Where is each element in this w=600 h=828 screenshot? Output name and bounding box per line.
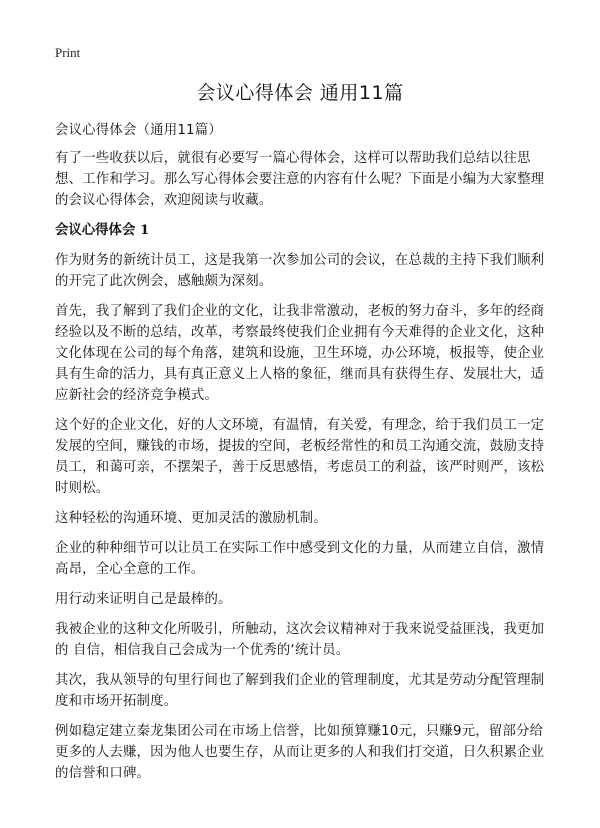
section-heading: 会议心得体会 1: [55, 222, 150, 238]
body-paragraph-3: 这个好的企业文化，好的人文环境，有温情，有关爱，有理念，给于我们员工一定发展的空间，赚钱的市场，提拔的空间，老板经常性的和员工沟通交流，鼓励支持员工，和蔼可亲，不摆架子，善于反思感悟，考虑员工的利益，该严时则严，该松时则松。: [55, 418, 545, 496]
body-paragraph-6: 用行动来证明自己是最棒的。: [55, 592, 232, 607]
intro-paragraph: 有了一些收获以后，就很有必要写一篇心得体会，这样可以帮助我们总结以往思想、工作和学习。那么写心得体会要注意的内容有什么呢？下面是小编为大家整理的会议心得体会，欢迎阅读与收藏。: [55, 151, 545, 208]
document-body: [55, 120, 552, 793]
body-paragraph-5: 企业的种种细节可以让员工在实际工作中感受到文化的力量，从而建立自信，激情高昂，全心全意的工作。: [55, 541, 545, 577]
body-paragraph-1: 作为财务的新统计员工，这是我第一次参加公司的会议，在总裁的主持下我们顺利的开完了此次例会，感触颇为深刻。: [55, 253, 545, 289]
print-link[interactable]: Print: [55, 45, 81, 60]
document-subtitle: 会议心得体会（通用11篇）: [55, 123, 222, 138]
body-paragraph-9: 例如稳定建立秦龙集团公司在市场上信誉，比如预算赚10元，只赚9元，留部分给更多的人去赚，因为他人也要生存，从而让更多的人和我们打交道，日久积累企业的信誉和口碑。: [55, 724, 545, 781]
body-paragraph-4: 这种轻松的沟通环境、更加灵活的激励机制。: [55, 511, 327, 526]
body-paragraph-7: 我被企业的这种文化所吸引，所触动，这次会议精神对于我来说受益匪浅，我更加的 自信，相信我自己会成为一个优秀的‘统计员。: [55, 622, 545, 658]
document-title: 会议心得体会 通用11篇: [196, 82, 404, 104]
body-paragraph-8: 其次，我从领导的句里行间也了解到我们企业的管理制度，尤其是劳动分配管理制度和市场开拓制度。: [55, 673, 545, 709]
body-paragraph-2: 首先，我了解到了我们企业的文化，让我非常激动，老板的努力奋斗，多年的经商经验以及不断的总结，改革，考察最终使我们企业拥有今天难得的企业文化，这种文化体现在公司的每个角落，建筑和设施，卫生环境，办公环境，板报等，使企业具有生命的活力，具有真正意义上人格的象征，继而具有获得生存、发展壮大，适应新社会的经济竞争模式。: [55, 304, 545, 403]
